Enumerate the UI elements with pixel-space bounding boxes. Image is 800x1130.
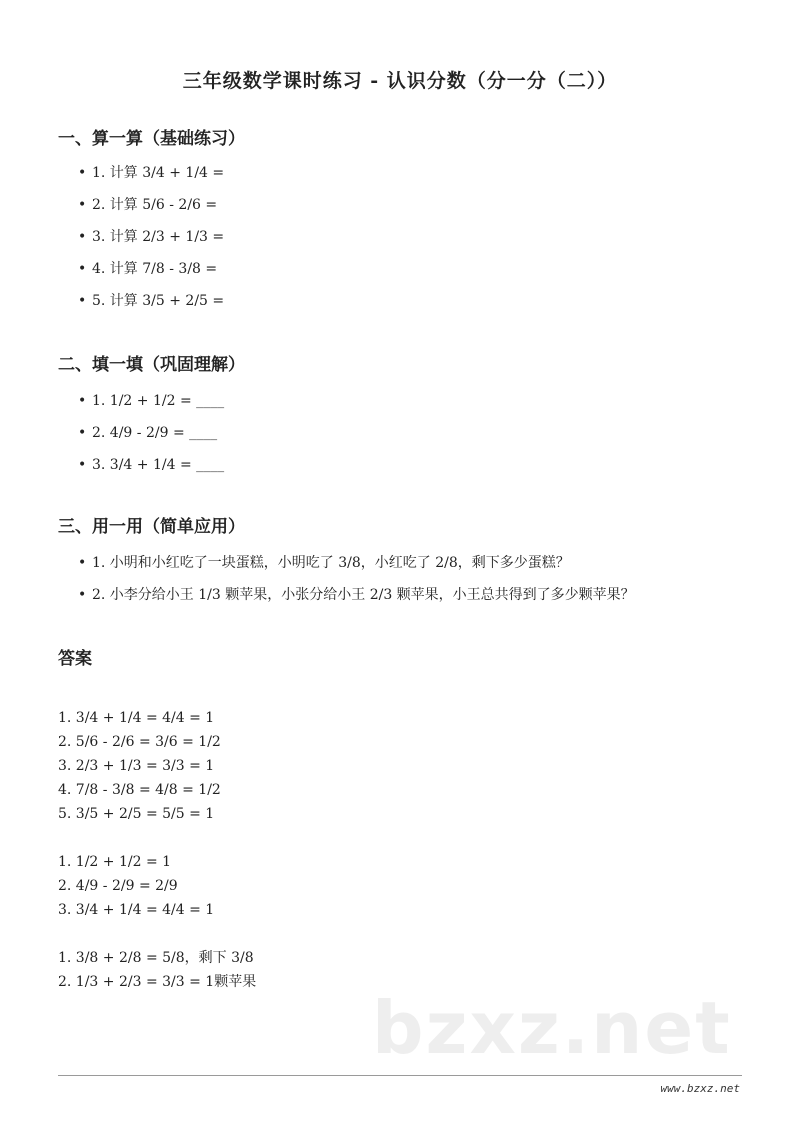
- answer-line: 1. 3/4 + 1/4 = 4/4 = 1: [58, 710, 215, 726]
- list-item: • 5. 计算 3/5 + 2/5 =: [78, 290, 224, 322]
- answer-line: 3. 3/4 + 1/4 = 4/4 = 1: [58, 902, 215, 918]
- answer-line: 2. 1/3 + 2/3 = 3/3 = 1颗苹果: [58, 974, 257, 990]
- list-item: • 2. 4/9 - 2/9 = ____: [78, 422, 224, 454]
- section-1-heading: 一、算一算（基础练习）: [58, 129, 245, 149]
- watermark: bzxz.net: [372, 986, 732, 1070]
- answer-line: 4. 7/8 - 3/8 = 4/8 = 1/2: [58, 782, 221, 798]
- answer-line: 5. 3/5 + 2/5 = 5/5 = 1: [58, 806, 215, 822]
- section-2-heading: 二、填一填（巩固理解）: [58, 355, 245, 375]
- answer-line: 3. 2/3 + 1/3 = 3/3 = 1: [58, 758, 215, 774]
- answer-line: 2. 5/6 - 2/6 = 3/6 = 1/2: [58, 734, 221, 750]
- list-item: • 1. 1/2 + 1/2 = ____: [78, 390, 224, 422]
- list-item: • 3. 3/4 + 1/4 = ____: [78, 454, 224, 486]
- list-item: • 3. 计算 2/3 + 1/3 =: [78, 226, 224, 258]
- section-1-list: [78, 162, 224, 322]
- list-item: • 1. 计算 3/4 + 1/4 =: [78, 162, 224, 194]
- section-3-list: [78, 552, 635, 616]
- answers-group-2: [58, 850, 214, 922]
- answers-group-3: [58, 946, 256, 994]
- footer-divider: [58, 1075, 742, 1076]
- list-item: • 2. 小李分给小王 1/3 颗苹果，小张分给小王 2/3 颗苹果，小王总共得到了多少颗苹果？: [78, 584, 635, 616]
- answers-heading: 答案: [58, 649, 92, 669]
- list-item: • 1. 小明和小红吃了一块蛋糕，小明吃了 3/8，小红吃了 2/8，剩下多少蛋糕？: [78, 552, 635, 584]
- list-item: • 4. 计算 7/8 - 3/8 =: [78, 258, 224, 290]
- answers-group-1: [58, 706, 221, 826]
- footer-url: www.bzxz.net: [660, 1082, 740, 1095]
- page-title: 三年级数学课时练习 - 认识分数（分一分（二））: [182, 70, 618, 92]
- section-3-heading: 三、用一用（简单应用）: [58, 517, 245, 537]
- answer-line: 1. 1/2 + 1/2 = 1: [58, 854, 172, 870]
- list-item: • 2. 计算 5/6 - 2/6 =: [78, 194, 224, 226]
- answer-line: 2. 4/9 - 2/9 = 2/9: [58, 878, 178, 894]
- section-2-list: [78, 390, 224, 486]
- answer-line: 1. 3/8 + 2/8 = 5/8，剩下 3/8: [58, 950, 254, 966]
